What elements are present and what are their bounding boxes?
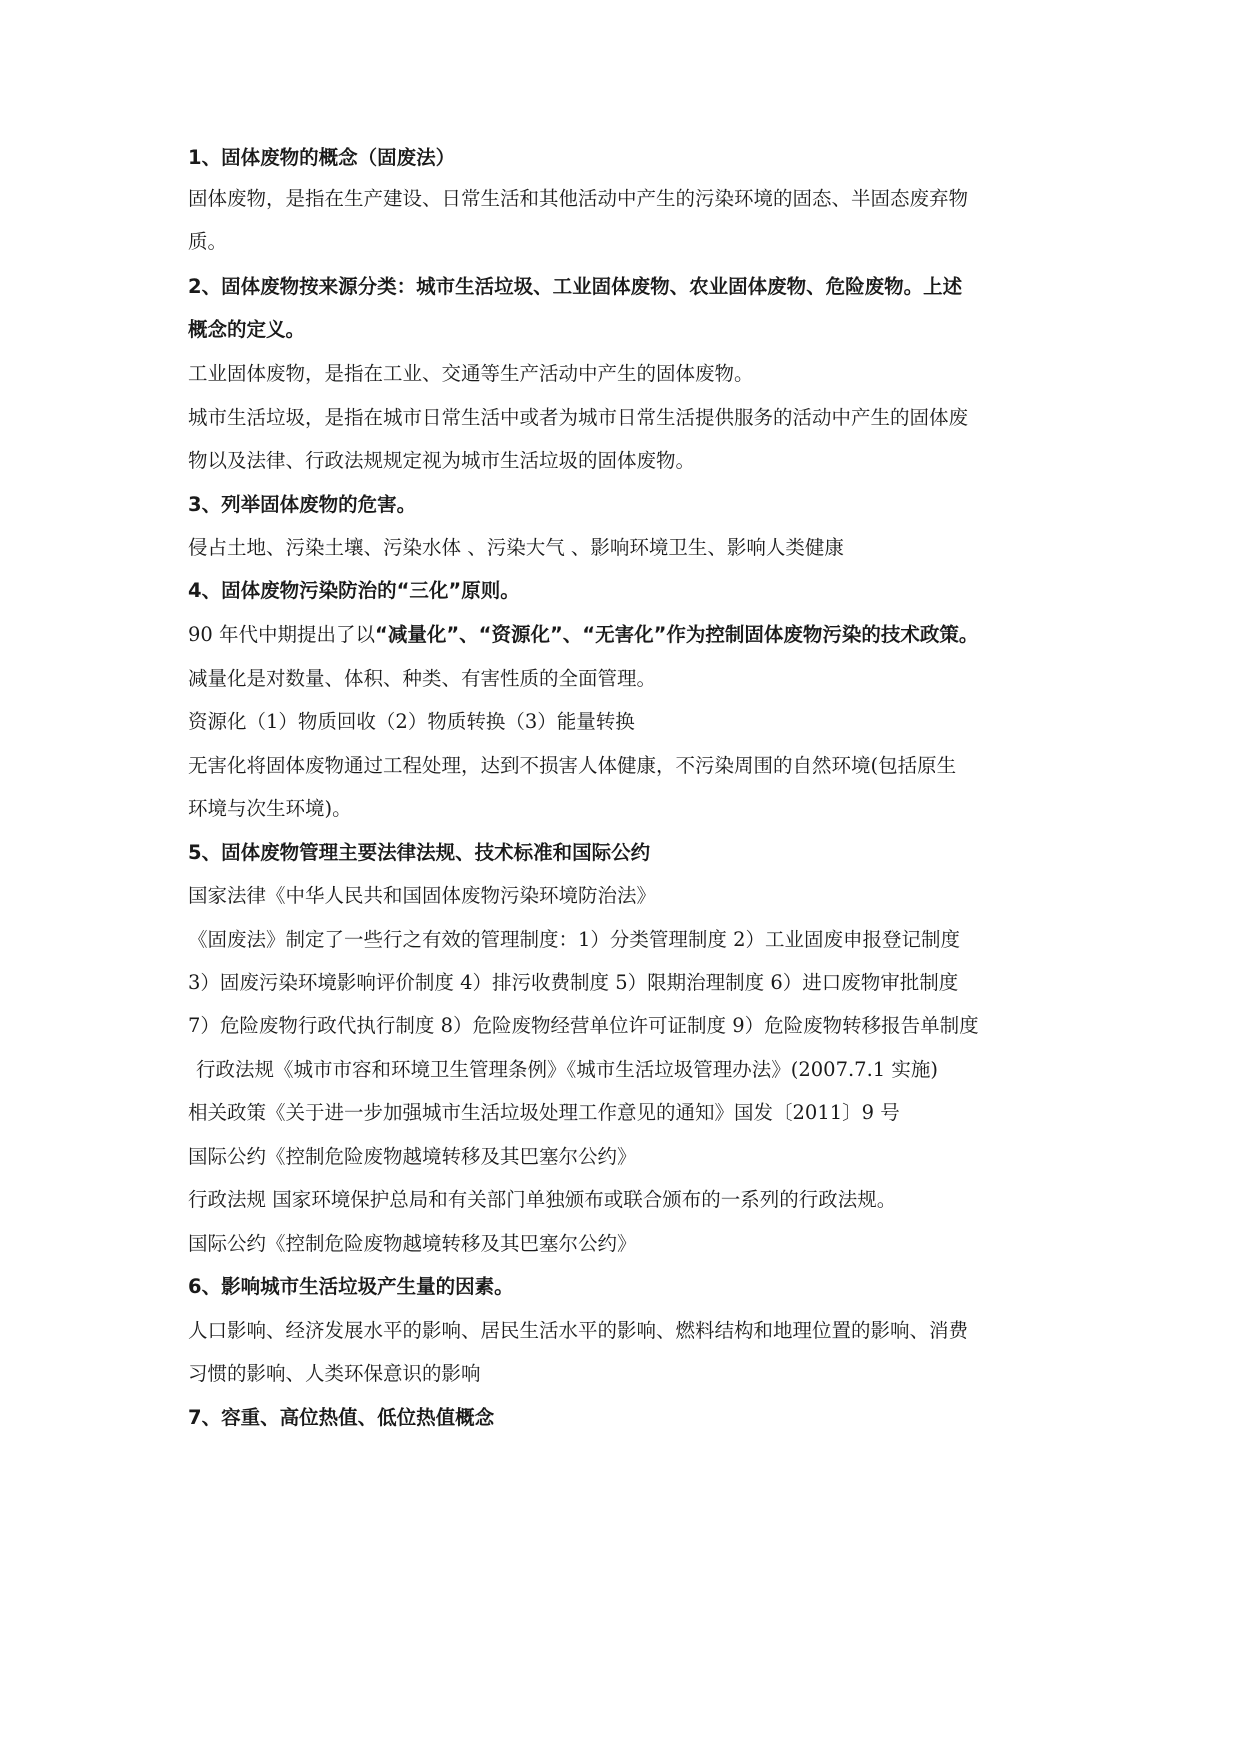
paragraph-line: 习惯的影响、人类环保意识的影响 bbox=[188, 1362, 481, 1385]
paragraph-line: 资源化（1）物质回收（2）物质转换（3）能量转换 bbox=[188, 710, 635, 733]
paragraph-line: 国家法律《中华人民共和国固体废物污染环境防治法》 bbox=[188, 884, 657, 907]
heading-6: 6、影响城市生活垃圾产生量的因素。 bbox=[188, 1275, 514, 1298]
paragraph-line: 7）危险废物行政代执行制度 8）危险废物经营单位许可证制度 9）危险废物转移报告单制度 bbox=[188, 1014, 979, 1037]
heading-2-continued: 概念的定义。 bbox=[188, 318, 306, 341]
heading-4: 4、固体废物污染防治的“三化”原则。 bbox=[188, 579, 520, 602]
heading-5: 5、固体废物管理主要法律法规、技术标准和国际公约 bbox=[188, 841, 651, 864]
paragraph-line: 物以及法律、行政法规规定视为城市生活垃圾的固体废物。 bbox=[188, 449, 696, 472]
paragraph-line: 质。 bbox=[188, 230, 228, 253]
paragraph-line: 工业固体废物，是指在工业、交通等生产活动中产生的固体废物。 bbox=[188, 362, 754, 385]
paragraph-line: 行政法规 国家环境保护总局和有关部门单独颁布或联合颁布的一系列的行政法规。 bbox=[188, 1188, 897, 1211]
paragraph-line: 城市生活垃圾，是指在城市日常生活中或者为城市日常生活提供服务的活动中产生的固体废 bbox=[188, 406, 969, 429]
heading-1: 1、固体废物的概念（固废法） bbox=[188, 146, 456, 169]
paragraph-line: 3）固废污染环境影响评价制度 4）排污收费制度 5）限期治理制度 6）进口废物审批制度 bbox=[188, 971, 959, 994]
paragraph-line: 侵占土地、污染土壤、污染水体 、污染大气 、影响环境卫生、影响人类健康 bbox=[188, 536, 844, 559]
paragraph-line: 人口影响、经济发展水平的影响、居民生活水平的影响、燃料结构和地理位置的影响、消费 bbox=[188, 1319, 969, 1342]
paragraph-line: 环境与次生环境)。 bbox=[188, 797, 352, 820]
paragraph-text-bold: “减量化”、“资源化”、“无害化”作为控制固体废物污染的技术政策。 bbox=[375, 623, 979, 646]
paragraph-line: 减量化是对数量、体积、种类、有害性质的全面管理。 bbox=[188, 667, 657, 690]
paragraph-line: 国际公约《控制危险废物越境转移及其巴塞尔公约》 bbox=[188, 1145, 637, 1168]
heading-7: 7、容重、高位热值、低位热值概念 bbox=[188, 1406, 495, 1429]
paragraph-line: 固体废物，是指在生产建设、日常生活和其他活动中产生的污染环境的固态、半固态废弃物 bbox=[188, 187, 969, 210]
paragraph-line: 行政法规《城市市容和环境卫生管理条例》《城市生活垃圾管理办法》(2007.7.1 实施) bbox=[196, 1058, 939, 1081]
paragraph-line: 无害化将固体废物通过工程处理，达到不损害人体健康，不污染周围的自然环境(包括原生 bbox=[188, 754, 957, 777]
paragraph-line: 国际公约《控制危险废物越境转移及其巴塞尔公约》 bbox=[188, 1232, 637, 1255]
heading-3: 3、列举固体废物的危害。 bbox=[188, 493, 417, 516]
paragraph-line-mixed bbox=[188, 620, 978, 650]
paragraph-line: 相关政策《关于进一步加强城市生活垃圾处理工作意见的通知》国发〔2011〕9 号 bbox=[188, 1101, 900, 1124]
heading-2: 2、固体废物按来源分类：城市生活垃圾、工业固体废物、农业固体废物、危险废物。上述 bbox=[188, 275, 963, 298]
paragraph-text-plain: 90 年代中期提出了以 bbox=[188, 623, 376, 646]
paragraph-line: 《固废法》制定了一些行之有效的管理制度：1）分类管理制度 2）工业固废申报登记制度 bbox=[188, 928, 961, 951]
